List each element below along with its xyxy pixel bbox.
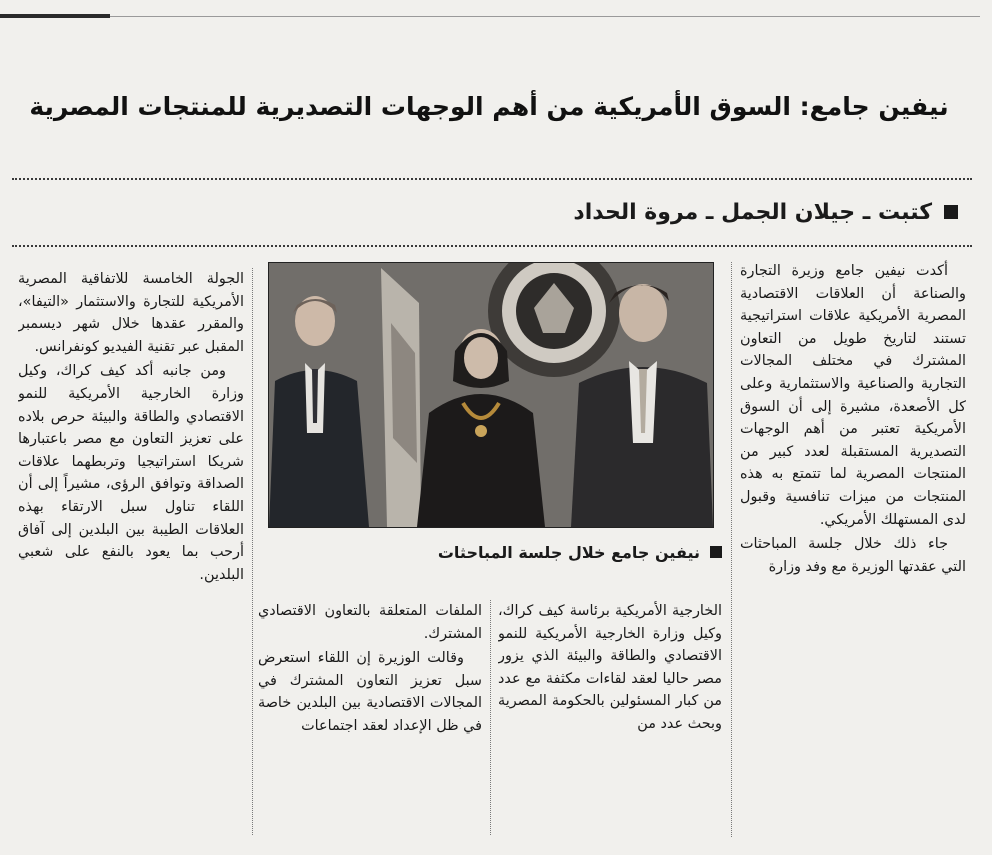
paragraph: الملفات المتعلقة بالتعاون الاقتصادي المشترك. — [258, 603, 482, 642]
paragraph: أكدت نيفين جامع وزيرة التجارة والصناعة أن العلاقات الاقتصادية المصرية الأمريكية علاقات استراتيجية تستند لتاريخ طويل من التعاون المشترك في مختلف المجالات التجارية والصناعية والاستثمارية وعلى كل الأصعدة، مشيرة إلى أن السوق الأمريكية تعتبر من أهم الوجهات التصديرية المستقبلة لعدد كبير من المنتجات المصرية لما تتمتع به هذه المنتجات من ميزات تنافسية وقبول لدى المستهلك الأمريكي. — [740, 263, 966, 528]
photo-caption — [330, 538, 722, 566]
column-separator — [490, 600, 491, 835]
article-column-2 — [498, 600, 722, 835]
paragraph: وقالت الوزيرة إن اللقاء استعرض سبل تعزيز التعاون المشترك في المجالات الاقتصادية بين البلدين خاصة في ظل الإعداد لعقد اجتماعات — [258, 650, 482, 734]
article-column-4 — [18, 268, 244, 835]
column-separator — [731, 262, 732, 837]
article-column-3 — [258, 600, 482, 835]
dotted-divider-bottom — [12, 245, 972, 247]
paragraph: ومن جانبه أكد كيف كراك، وكيل وزارة الخارجية الأمريكية للنمو الاقتصادي والطاقة والبيئة حرص بلاده على تعزيز التعاون مع مصر باعتبارها شريكا استراتيجيا وتربطهما علاقات الصداقة وتوافق الرؤى، مشيراً إلى أن اللقاء تناول سبل الارتقاء بهذه العلاقات الطيبة بين البلدين إلى آفاق أرحب بما يعود بالنفع على شعبي البلدين. — [18, 363, 244, 583]
top-rule-thin — [110, 16, 980, 17]
column-separator — [252, 268, 253, 835]
caption-text: نيفين جامع خلال جلسة المباحثات — [437, 542, 700, 562]
paragraph: الخارجية الأمريكية برئاسة كيف كراك، وكيل وزارة الخارجية الأمريكية للنمو الاقتصادي والطاقة والبيئة الذي يزور مصر حاليا لعقد لقاءات مكثفة مع عدد من كبار المسئولين بالحكومة المصرية وبحث عدد من — [498, 603, 722, 732]
square-bullet-icon — [944, 205, 958, 219]
byline-text: كتبت ـ جيلان الجمل ـ مروة الحداد — [573, 199, 932, 225]
square-bullet-icon — [710, 546, 722, 558]
paragraph: الجولة الخامسة للاتفاقية المصرية الأمريكية للتجارة والاستثمار «التيفا»، والمقرر عقدها خلال شهر ديسمبر المقبل عبر تقنية الفيديو كونفرانس. — [18, 271, 244, 355]
top-rule — [0, 14, 110, 18]
photo-illustration — [269, 263, 713, 527]
paragraph: جاء ذلك خلال جلسة المباحثات التي عقدتها الوزيرة مع وفد وزارة — [740, 536, 966, 575]
headline: نيفين جامع: السوق الأمريكية من أهم الوجهات التصديرية للمنتجات المصرية — [29, 92, 949, 121]
dotted-divider-top — [12, 178, 972, 180]
byline — [573, 190, 958, 234]
article-photo — [268, 262, 714, 528]
article-column-1 — [740, 260, 966, 835]
